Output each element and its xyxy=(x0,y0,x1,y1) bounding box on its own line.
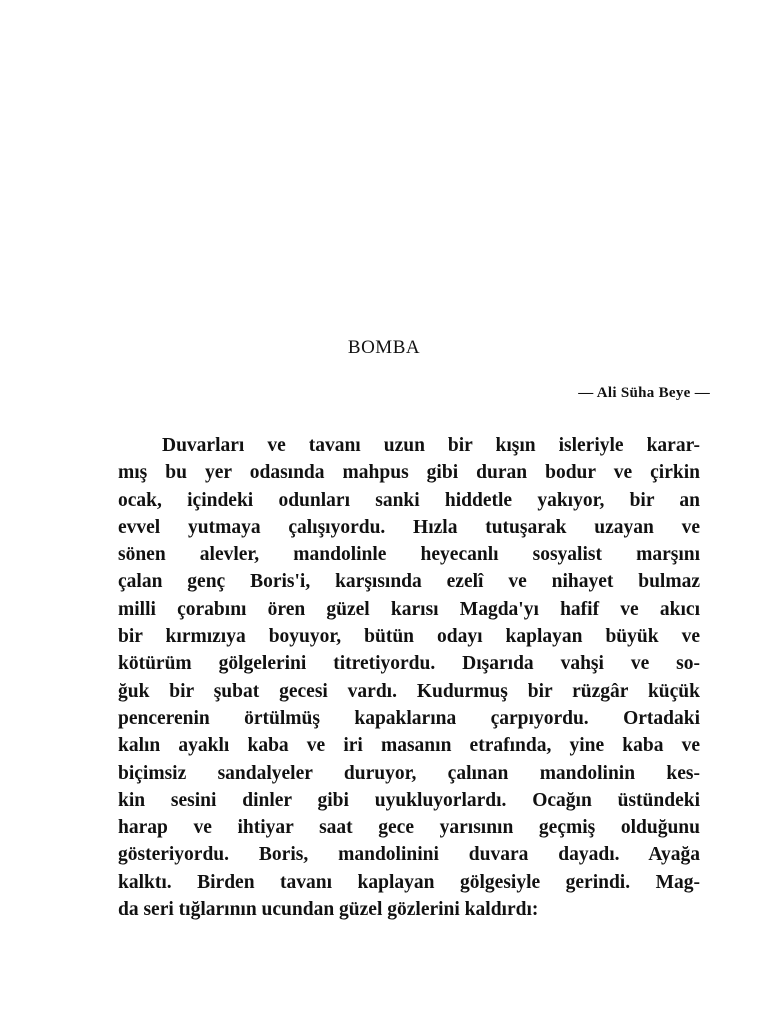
paragraph-line: Duvarları ve tavanı uzun bir kışın isleriyle karar- xyxy=(162,435,700,456)
paragraph-line: biçimsiz sandalyeler duruyor, çalınan mandolinin kes- xyxy=(118,762,700,784)
paragraph-line: bir kırmızıya boyuyor, bütün odayı kaplayan büyük ve xyxy=(118,626,700,648)
dedication: — Ali Süha Beye — xyxy=(578,385,710,401)
paragraph-line: milli çorabını ören güzel karısı Magda'yı hafif ve akıcı xyxy=(118,598,700,620)
story-title: BOMBA xyxy=(347,337,421,358)
paragraph-line: gösteriyordu. Boris, mandolinini duvara dayadı. Ayağa xyxy=(118,844,700,866)
paragraph-line: ocak, içindeki odunları sanki hiddetle yakıyor, bir an xyxy=(118,489,700,511)
paragraph-line: kalktı. Birden tavanı kaplayan gölgesiyle gerindi. Mag- xyxy=(118,871,700,893)
paragraph-line: kötürüm gölgelerini titretiyordu. Dışarıda vahşi ve so- xyxy=(118,653,700,675)
paragraph-line: çalan genç Boris'i, karşısında ezelî ve nihayet bulmaz xyxy=(118,571,700,593)
paragraph-line: pencerenin örtülmüş kapaklarına çarpıyordu. Ortadaki xyxy=(118,707,700,729)
paragraph-line: harap ve ihtiyar saat gece yarısının geçmiş olduğunu xyxy=(118,817,700,839)
paragraph-line: mış bu yer odasında mahpus gibi duran bodur ve çirkin xyxy=(118,462,700,484)
paragraph-line: da seri tığlarının ucundan güzel gözlerini kaldırdı: xyxy=(118,899,539,921)
story-paragraph xyxy=(118,432,700,923)
paragraph-line: sönen alevler, mandolinle heyecanlı sosyalist marşını xyxy=(118,544,700,566)
paragraph-line: kalın ayaklı kaba ve iri masanın etrafında, yine kaba ve xyxy=(118,735,700,757)
paragraph-line: evvel yutmaya çalışıyordu. Hızla tutuşarak uzayan ve xyxy=(118,516,700,538)
paragraph-line: kin sesini dinler gibi uyukluyorlardı. Ocağın üstündeki xyxy=(118,789,700,811)
paragraph-line: ğuk bir şubat gecesi vardı. Kudurmuş bir rüzgâr küçük xyxy=(118,680,700,702)
